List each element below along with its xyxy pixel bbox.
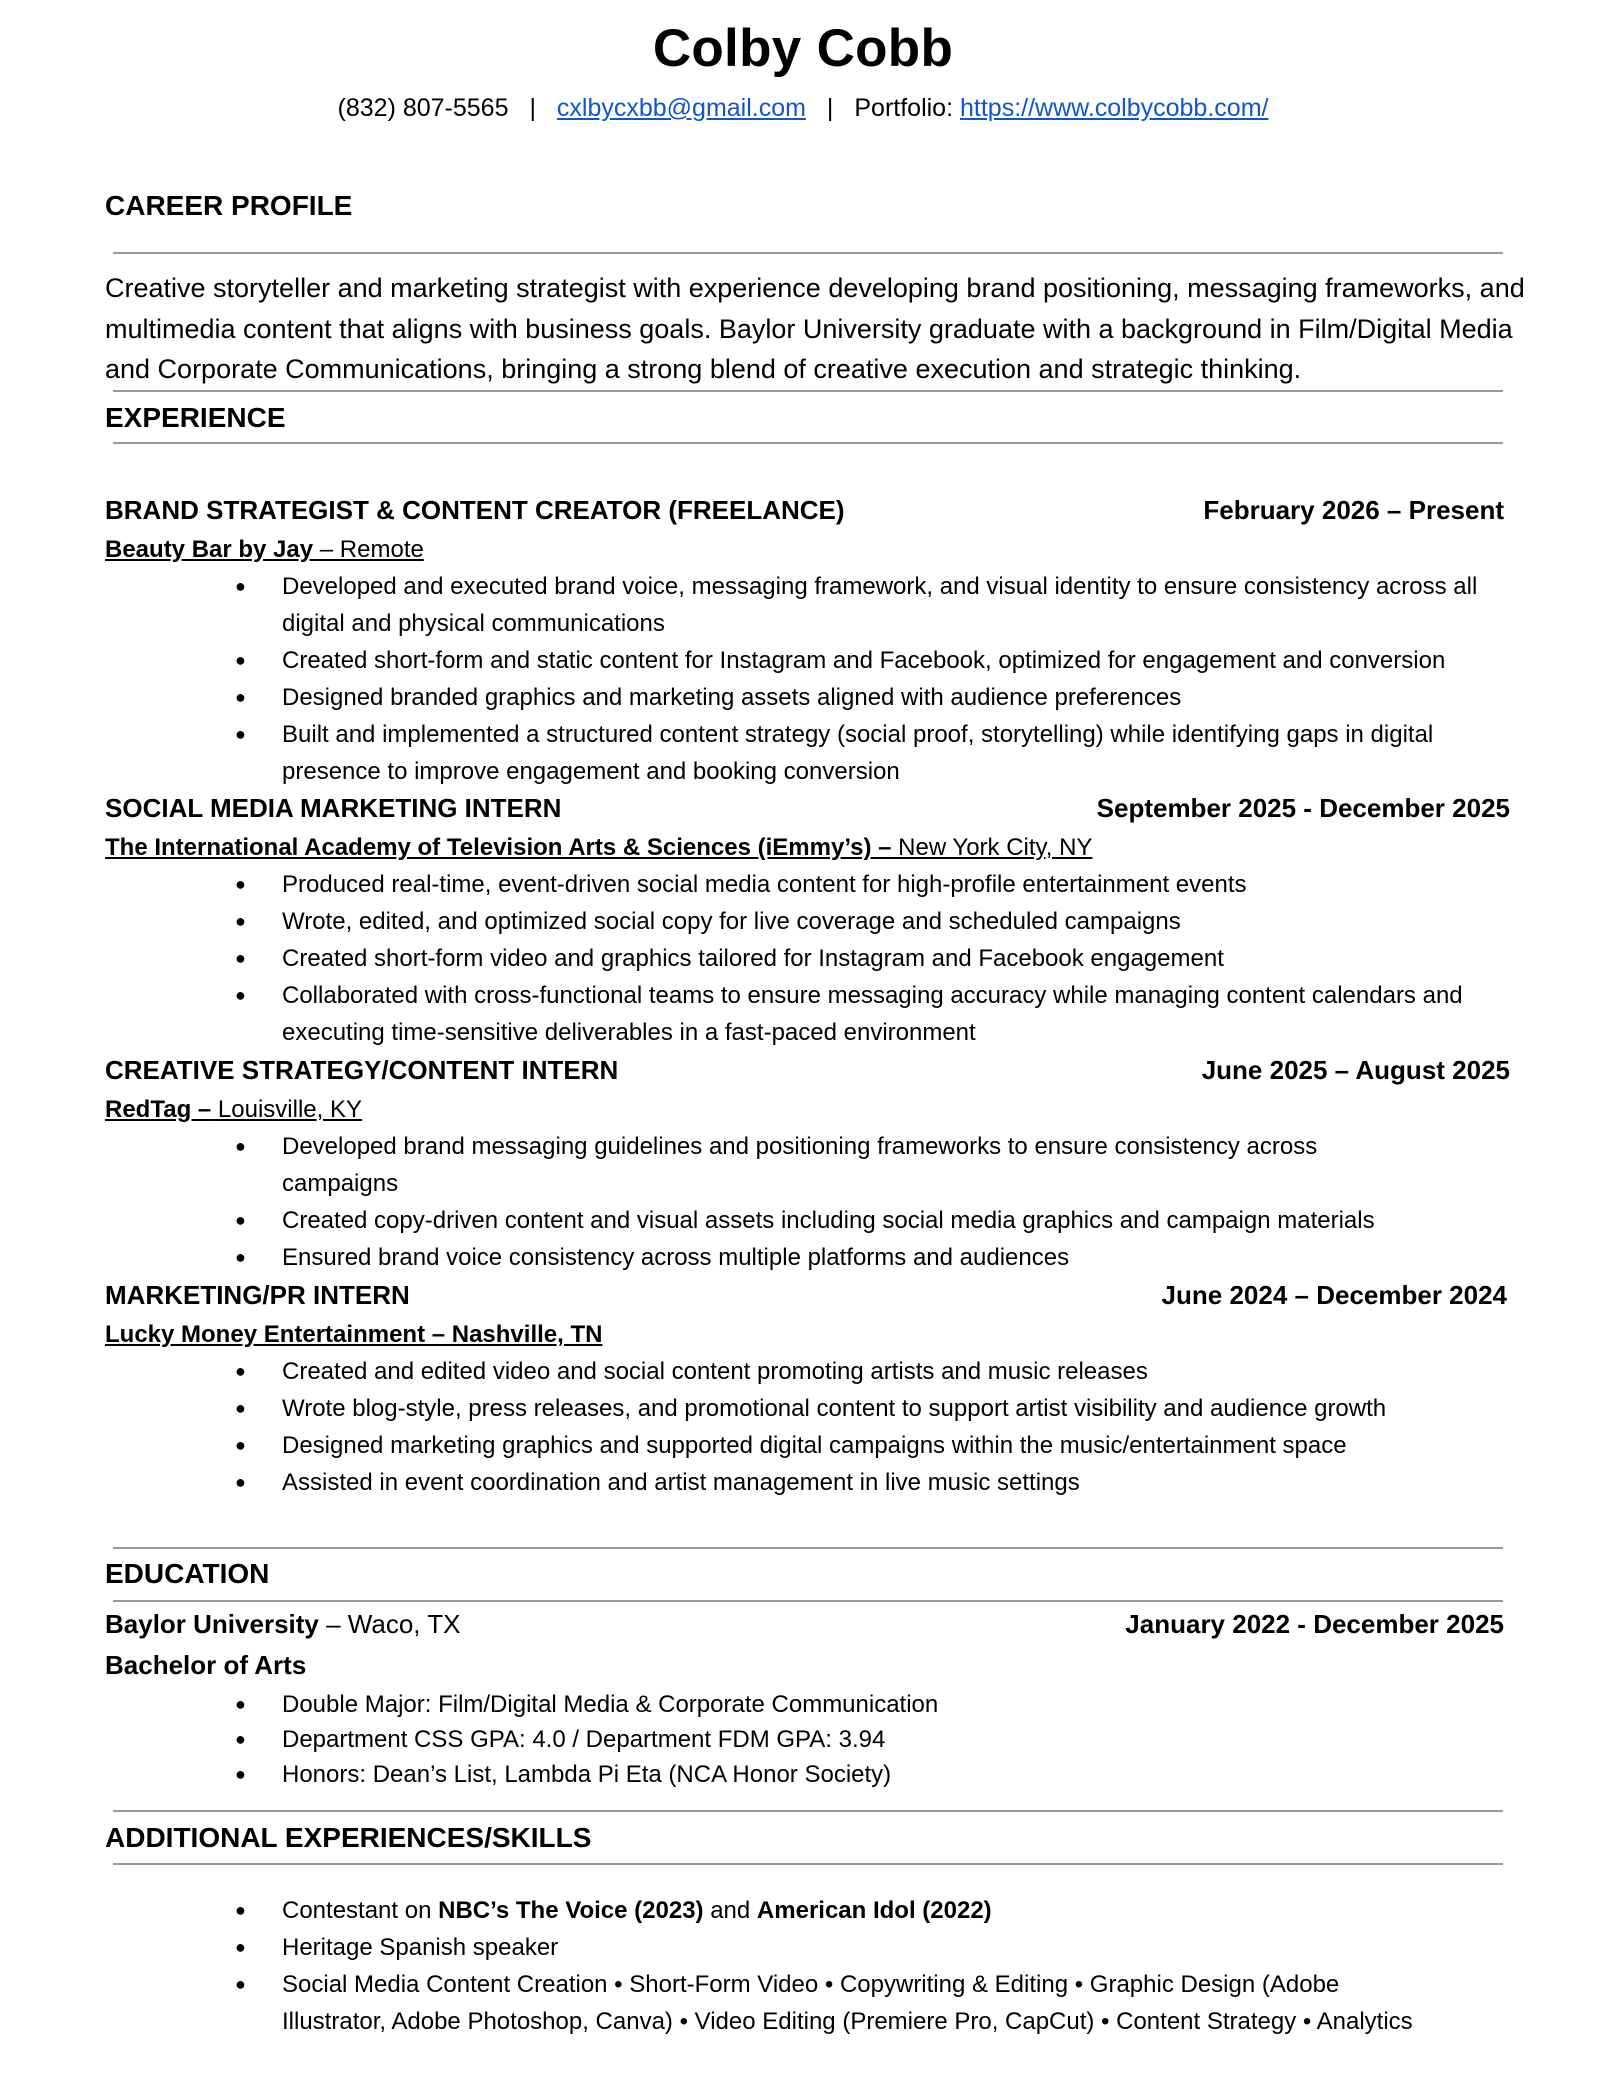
career-profile-text: Creative storyteller and marketing strategist with experience developing brand positioning, messaging frameworks, and multimedia content that aligns with business goals. Baylor University graduate with a background in Film/Digital Media and Corporate Communications, bringing a strong blend of creative execution and strategic thinking. [105,273,1525,384]
job-title: BRAND STRATEGIST & CONTENT CREATOR (FREELANCE) [105,495,845,525]
list-item: ● Designed branded graphics and marketing assets aligned with audience preferences [0,679,1502,716]
list-item: ● Built and implemented a structured content strategy (social proof, storytelling) while identifying gaps in digital presence to improve engagement and booking conversion [0,716,1502,790]
job-bullets [0,1128,1502,1276]
contact-line [0,94,1606,123]
job-organization [105,834,1092,862]
list-item: ● Wrote, edited, and optimized social copy for live coverage and scheduled campaigns [0,903,1502,940]
divider [113,1547,1503,1549]
show-american-idol: American Idol (2022) [756,1897,992,1924]
divider [113,1863,1503,1865]
list-item: ● Double Major: Film/Digital Media & Corporate Communication [0,1687,1502,1722]
list-item: ● Social Media Content Creation • Short-Form Video • Copywriting & Editing • Graphic Design (Adobe Illustrator, Adobe Photoshop, Canva) • Video Editing (Premiere Pro, CapCut) • Content Strategy • Analytics [0,1966,1432,2040]
org-name: Beauty Bar by Jay [105,536,314,563]
phone-number: (832) 807-5565 [337,94,509,122]
conjunction: and [703,1897,757,1924]
additional-bullets [0,1892,1502,2040]
list-item: ● Created and edited video and social content promoting artists and music releases [0,1353,1502,1390]
job-title: SOCIAL MEDIA MARKETING INTERN [105,793,562,823]
job-title: MARKETING/PR INTERN [105,1280,410,1310]
divider [113,1810,1503,1812]
org-name: Lucky Money Entertainment – Nashville, TN [105,1321,603,1348]
list-item: ● Department CSS GPA: 4.0 / Department FDM GPA: 3.94 [0,1722,1502,1757]
org-location: – Remote [313,536,424,563]
divider [113,390,1503,392]
job-bullets [0,1353,1502,1501]
org-location: Louisville, KY [211,1096,362,1123]
org-location: New York City, NY [891,834,1093,861]
job-title: CREATIVE STRATEGY/CONTENT INTERN [105,1055,619,1085]
list-item: ● Heritage Spanish speaker [0,1929,1502,1966]
job-dates: February 2026 – Present [1203,495,1504,525]
list-item: ● Created short-form video and graphics tailored for Instagram and Facebook engagement [0,940,1502,977]
list-item: ● Assisted in event coordination and artist management in live music settings [0,1464,1502,1501]
list-item: ● Created short-form and static content for Instagram and Facebook, optimized for engagement and conversion [0,642,1502,679]
portfolio-label: Portfolio: [854,94,954,122]
education-dates: January 2022 - December 2025 [1125,1609,1504,1639]
portfolio-link[interactable]: https://www.colbycobb.com/ [960,94,1269,122]
divider [113,252,1503,254]
school-location: – Waco, TX [318,1609,461,1639]
job-organization [105,1096,362,1124]
career-profile-heading: CAREER PROFILE [105,190,353,221]
list-item: ● Produced real-time, event-driven social media content for high-profile entertainment events [0,866,1502,903]
list-item: ● Ensured brand voice consistency across multiple platforms and audiences [0,1239,1502,1276]
job-dates: September 2025 - December 2025 [1096,793,1510,823]
list-item: ● Developed brand messaging guidelines and positioning frameworks to ensure consistency across campaigns [0,1128,1362,1202]
job-organization [105,1321,602,1349]
list-item: ● Created copy-driven content and visual assets including social media graphics and campaign materials [0,1202,1502,1239]
resume-name: Colby Cobb [652,19,954,78]
separator: | [826,94,834,122]
list-item: ● Collaborated with cross-functional teams to ensure messaging accuracy while managing content calendars and executing time-sensitive deliverables in a fast-paced environment [0,977,1502,1051]
education-bullets [0,1687,1502,1792]
list-item [0,1892,1502,1929]
job-dates: June 2024 – December 2024 [1161,1280,1507,1310]
separator: | [529,94,536,122]
additional-heading: ADDITIONAL EXPERIENCES/SKILLS [105,1822,592,1853]
degree: Bachelor of Arts [105,1650,307,1680]
org-name: The International Academy of Television Arts & Sciences (iEmmy’s) – [105,834,892,861]
list-item: ● Designed marketing graphics and supported digital campaigns within the music/entertainment space [0,1427,1502,1464]
org-name: RedTag – [105,1096,212,1123]
job-organization [105,536,424,564]
divider [113,1600,1503,1602]
divider [113,442,1503,444]
experience-heading: EXPERIENCE [105,402,286,433]
list-item: ● Wrote blog-style, press releases, and promotional content to support artist visibility and audience growth [0,1390,1502,1427]
job-bullets [0,568,1502,790]
show-the-voice: NBC’s The Voice (2023) [438,1897,704,1924]
job-dates: June 2025 – August 2025 [1201,1055,1510,1085]
email-link[interactable]: cxlbycxbb@gmail.com [556,94,806,122]
list-item: ● Honors: Dean’s List, Lambda Pi Eta (NCA Honor Society) [0,1757,1502,1792]
education-heading: EDUCATION [105,1558,270,1589]
contestant-prefix: Contestant on [282,1897,439,1924]
job-bullets [0,866,1502,1051]
school-line [105,1609,460,1640]
list-item: ● Developed and executed brand voice, messaging framework, and visual identity to ensure consistency across all digital and physical communications [0,568,1502,642]
school-name: Baylor University [105,1609,319,1639]
